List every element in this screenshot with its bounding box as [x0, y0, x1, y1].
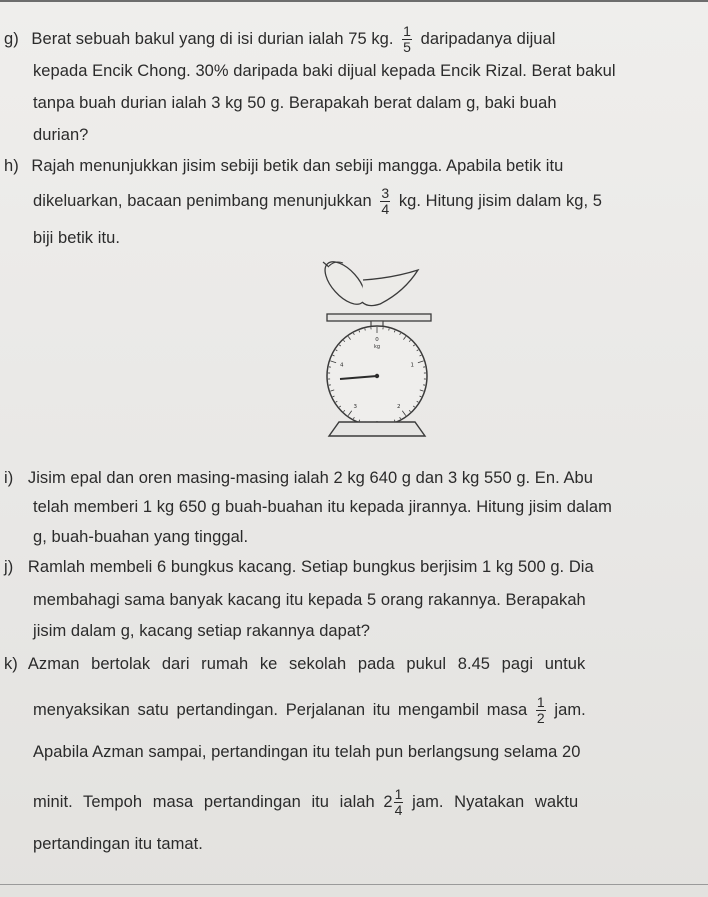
question-k-text-2a: menyaksikan satu pertandingan. Perjalanan itu mengambil masa — [33, 700, 528, 719]
question-j-line-1 — [4, 558, 594, 577]
question-k-text-1: Azman bertolak dari rumah ke sekolah pada pukul 8.45 pagi untuk — [27, 655, 586, 673]
bottom-rule — [0, 884, 708, 885]
question-g-line-4: durian? — [33, 126, 89, 144]
fraction-numerator: 1 — [536, 694, 545, 710]
dial-tick-label: 4 — [340, 362, 344, 369]
mixed-whole: 2 — [383, 793, 393, 811]
question-g-line-1 — [4, 24, 555, 55]
question-j-text-1: Ramlah membeli 6 bungkus kacang. Setiap bungkus berjisim 1 kg 500 g. Dia — [27, 558, 594, 576]
question-i-line-3: g, buah-buahan yang tinggal. — [33, 528, 249, 546]
question-k-line-2 — [33, 695, 586, 726]
fraction-denominator: 5 — [403, 39, 411, 55]
mixed-fraction — [394, 787, 404, 818]
question-g-label: g) — [4, 29, 19, 48]
dial-unit-label: kg — [373, 344, 381, 350]
scale-pan — [327, 314, 431, 321]
question-g-line-3: tanpa buah durian ialah 3 kg 50 g. Berapakah berat dalam g, baki buah — [33, 94, 557, 112]
dial-tick-label: 0 — [375, 337, 379, 343]
question-j-line-3: jisim dalam g, kacang setiap rakannya dapat? — [33, 622, 370, 640]
question-i-label: i) — [4, 469, 14, 487]
question-k-label: k) — [4, 655, 18, 673]
fraction-numerator: 1 — [394, 786, 403, 802]
question-k-text-2b: jam. — [554, 700, 586, 719]
question-i-text-1: Jisim epal dan oren masing-masing ialah 2 kg 640 g dan 3 kg 550 g. En. Abu — [27, 469, 593, 487]
question-k-text-4b: jam. Nyatakan waktu — [412, 793, 579, 811]
question-k-line-1 — [4, 655, 682, 674]
question-g-text-1a: Berat sebuah bakul yang di isi durian ialah 75 kg. — [31, 29, 394, 48]
question-k-line-3: Apabila Azman sampai, pertandingan itu telah pun berlangsung selama 20 — [33, 743, 581, 761]
pointer-pivot — [375, 374, 379, 378]
question-i-line-2: telah memberi 1 kg 650 g buah-buahan itu kepada jirannya. Hitung jisim dalam — [33, 498, 612, 516]
question-h-line-2 — [33, 186, 602, 217]
question-k-line-4 — [33, 787, 578, 818]
dial-tick-label: 2 — [396, 403, 401, 410]
dial-tick-label: 1 — [410, 362, 414, 369]
fraction-numerator: 3 — [381, 185, 390, 201]
mango-fruit — [362, 270, 418, 306]
dial-tick-label: 3 — [353, 403, 358, 410]
fraction-denominator: 4 — [381, 201, 390, 217]
question-k-fraction — [536, 695, 546, 726]
fraction-denominator: 2 — [536, 710, 545, 726]
question-j-line-2: membahagi sama banyak kacang itu kepada 5 orang rakannya. Berapakah — [33, 591, 586, 609]
question-g-line-2: kepada Encik Chong. 30% daripada baki dijual kepada Encik Rizal. Berat bakul — [33, 62, 616, 80]
fraction-denominator: 4 — [394, 802, 403, 818]
question-j-label: j) — [4, 558, 14, 576]
question-h-line-1 — [4, 157, 563, 176]
weighing-scale-diagram — [305, 250, 445, 440]
fraction-numerator: 1 — [403, 23, 411, 39]
scale-base — [329, 422, 425, 436]
question-k-mixed-number — [379, 787, 407, 818]
question-h-text-2b: kg. Hitung jisim dalam kg, 5 — [398, 191, 602, 210]
question-h-fraction — [380, 186, 390, 217]
question-i-line-1 — [4, 469, 593, 488]
question-h-label: h) — [4, 157, 19, 175]
question-h-line-3: biji betik itu. — [33, 229, 120, 247]
question-g-fraction — [402, 24, 412, 55]
top-rule — [0, 0, 708, 2]
question-g-text-1b: daripadanya dijual — [420, 29, 556, 48]
question-k-text-4a: minit. Tempoh masa pertandingan itu ialah — [33, 793, 375, 811]
question-k-line-5: pertandingan itu tamat. — [33, 835, 203, 853]
question-h-text-2a: dikeluarkan, bacaan penimbang menunjukkan — [33, 191, 372, 210]
question-h-text-1: Rajah menunjukkan jisim sebiji betik dan sebiji mangga. Apabila betik itu — [31, 157, 564, 175]
